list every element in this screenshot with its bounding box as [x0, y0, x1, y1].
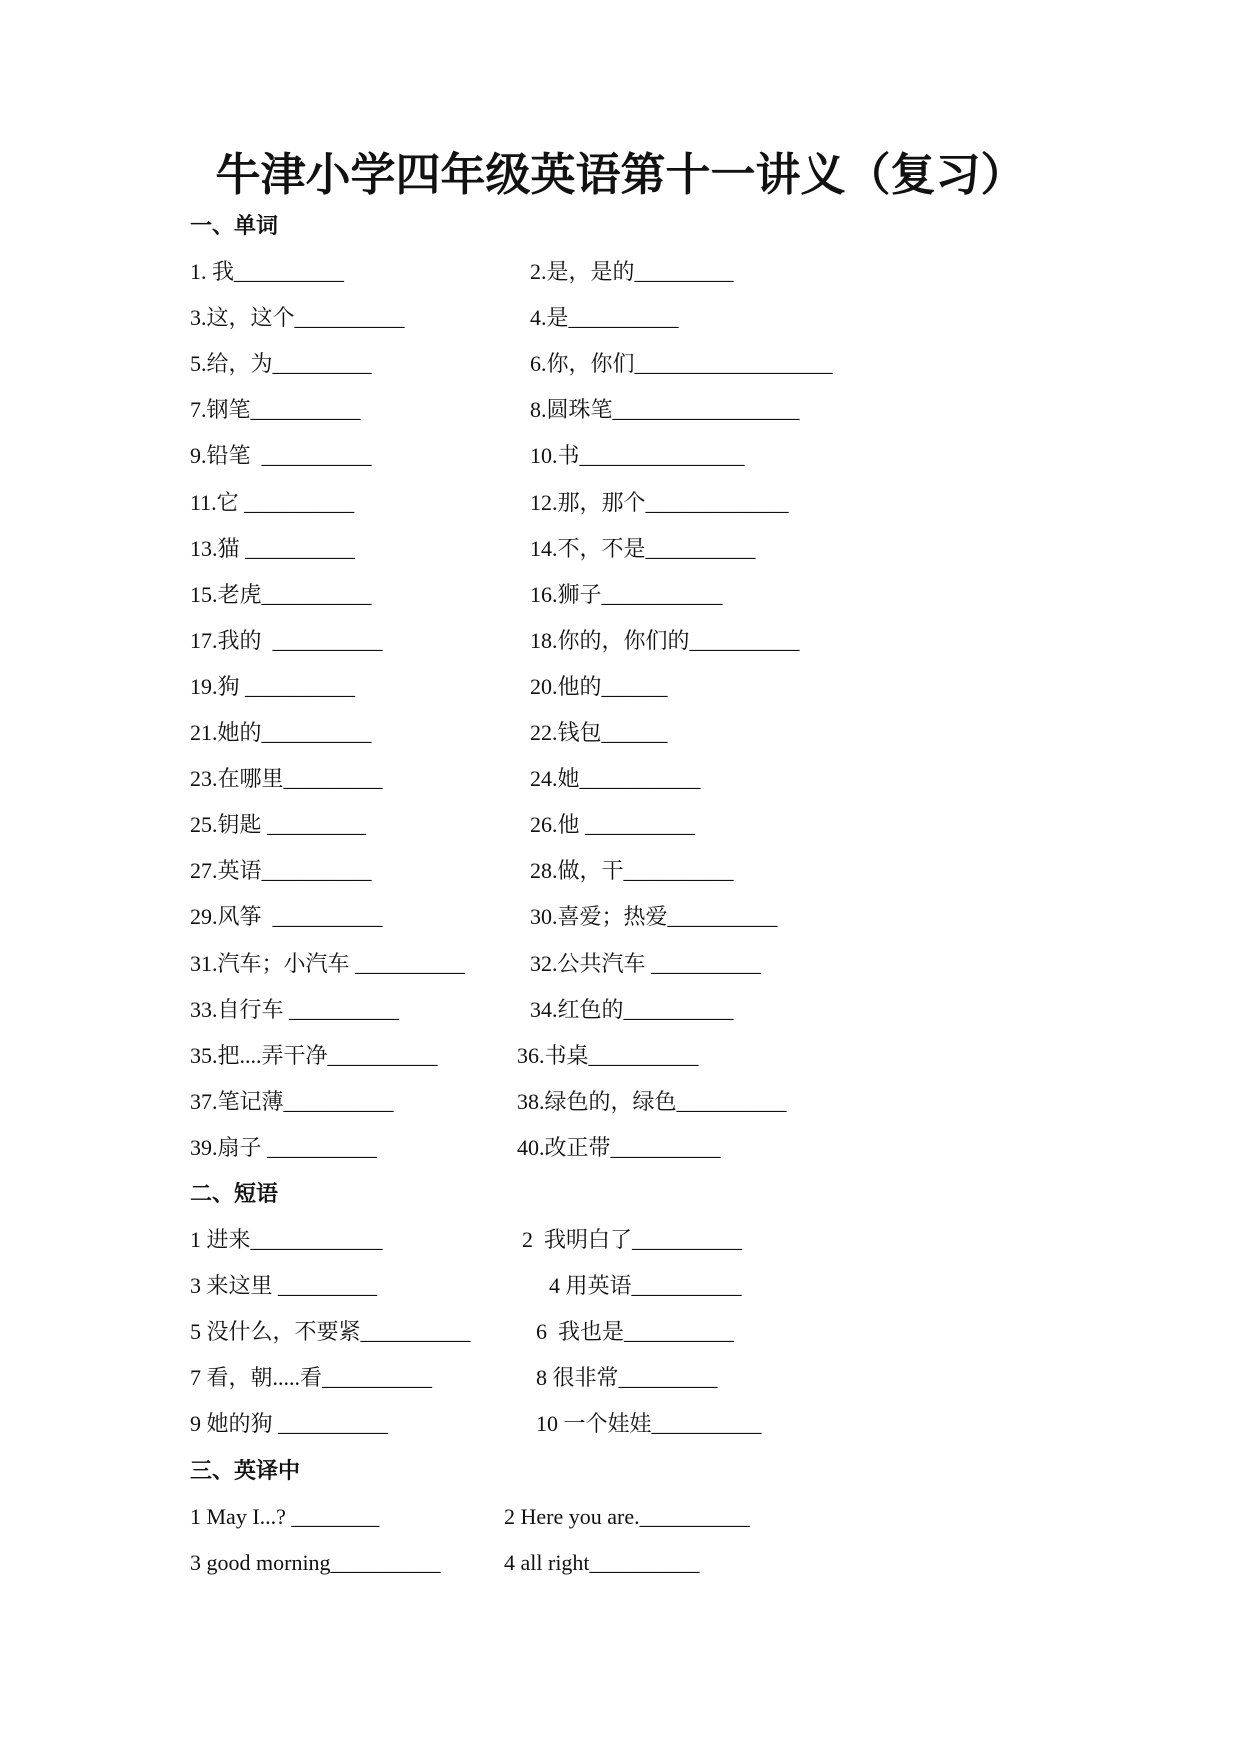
phrases-item: 7 看，朝.....看__________ — [190, 1365, 433, 1391]
vocabulary-item: 26.他 __________ — [530, 812, 696, 838]
vocabulary-row — [190, 710, 1140, 756]
vocabulary-item: 34.红色的__________ — [530, 996, 734, 1022]
translation-row — [190, 1540, 1140, 1586]
vocabulary-item: 14.不，不是__________ — [530, 535, 756, 561]
section-vocabulary — [190, 203, 1140, 1171]
worksheet-body — [190, 203, 1140, 1586]
vocabulary-item: 15.老虎__________ — [190, 581, 372, 607]
vocabulary-row — [190, 802, 1140, 848]
phrases-item: 3 来这里 _________ — [190, 1273, 378, 1299]
vocabulary-row — [190, 1125, 1140, 1171]
section-translation — [190, 1448, 1140, 1586]
vocabulary-row — [190, 894, 1140, 940]
vocabulary-item: 30.喜爱；热爱__________ — [530, 904, 778, 930]
phrases-row — [190, 1309, 1140, 1355]
phrases-item: 8 很非常_________ — [536, 1365, 718, 1391]
vocabulary-item: 31.汽车；小汽车 __________ — [190, 950, 466, 976]
vocabulary-row — [190, 756, 1140, 802]
vocabulary-row — [190, 572, 1140, 618]
phrases-row — [190, 1401, 1140, 1447]
vocabulary-item: 5.给，为_________ — [190, 351, 372, 377]
phrases-row — [190, 1263, 1140, 1309]
vocabulary-row — [190, 341, 1140, 387]
section-heading-vocabulary: 一、单词 — [190, 213, 279, 238]
vocabulary-row — [190, 664, 1140, 710]
translation-row — [190, 1494, 1140, 1540]
vocabulary-row — [190, 295, 1140, 341]
section-heading-phrases: 二、短语 — [190, 1180, 279, 1206]
vocabulary-item: 22.钱包______ — [530, 720, 668, 746]
vocabulary-item: 20.他的______ — [530, 673, 668, 699]
translation-item: 2 Here you are.__________ — [504, 1503, 750, 1529]
vocabulary-row — [190, 1079, 1140, 1125]
translation-list — [190, 1494, 1140, 1586]
vocabulary-item: 17.我的 __________ — [190, 627, 383, 653]
vocabulary-item: 29.风筝 __________ — [190, 904, 383, 930]
vocabulary-item: 10.书_______________ — [530, 443, 745, 469]
phrases-row — [190, 1355, 1140, 1401]
phrases-list — [190, 1217, 1140, 1447]
vocabulary-item: 35.把....弄干净__________ — [190, 1042, 438, 1068]
vocabulary-row — [190, 941, 1140, 987]
vocabulary-item: 39.扇子 __________ — [190, 1134, 378, 1160]
vocabulary-item: 24.她___________ — [530, 766, 701, 792]
vocabulary-row — [190, 987, 1140, 1033]
vocabulary-item: 9.铅笔 __________ — [190, 443, 372, 469]
vocabulary-item: 4.是__________ — [530, 305, 679, 331]
vocabulary-row — [190, 433, 1140, 479]
vocabulary-item: 27.英语__________ — [190, 858, 372, 884]
phrases-row — [190, 1217, 1140, 1263]
vocabulary-item: 23.在哪里_________ — [190, 766, 383, 792]
phrases-item: 6 我也是__________ — [536, 1319, 735, 1345]
phrases-item: 4 用英语__________ — [549, 1273, 742, 1299]
vocabulary-item: 37.笔记薄__________ — [190, 1088, 394, 1114]
phrases-item: 1 进来____________ — [190, 1227, 383, 1253]
vocabulary-item: 2.是，是的_________ — [530, 259, 734, 285]
translation-item: 1 May I...? ________ — [190, 1503, 380, 1529]
vocabulary-item: 16.狮子___________ — [530, 581, 723, 607]
vocabulary-item: 12.那，那个_____________ — [530, 489, 789, 515]
vocabulary-row — [190, 526, 1140, 572]
vocabulary-row — [190, 480, 1140, 526]
vocabulary-item: 32.公共汽车 __________ — [530, 950, 762, 976]
vocabulary-item: 11.它 __________ — [190, 489, 355, 515]
vocabulary-item: 38.绿色的，绿色__________ — [517, 1088, 787, 1114]
vocabulary-list — [190, 249, 1140, 1171]
vocabulary-item: 8.圆珠笔_________________ — [530, 397, 800, 423]
vocabulary-row — [190, 848, 1140, 894]
vocabulary-item: 1. 我__________ — [190, 259, 345, 285]
vocabulary-item: 40.改正带__________ — [517, 1134, 721, 1160]
translation-item: 4 all right__________ — [504, 1549, 700, 1575]
phrases-item: 5 没什么，不要紧__________ — [190, 1319, 471, 1345]
vocabulary-row — [190, 249, 1140, 295]
section-heading-translation: 三、英译中 — [190, 1457, 301, 1483]
phrases-item: 10 一个娃娃__________ — [536, 1411, 762, 1437]
vocabulary-item: 19.狗 __________ — [190, 673, 356, 699]
vocabulary-item: 25.钥匙 _________ — [190, 812, 367, 838]
vocabulary-item: 6.你，你们__________________ — [530, 351, 833, 377]
vocabulary-item: 21.她的__________ — [190, 720, 372, 746]
section-phrases — [190, 1171, 1140, 1448]
vocabulary-item: 33.自行车 __________ — [190, 996, 400, 1022]
vocabulary-item: 3.这，这个__________ — [190, 305, 405, 331]
phrases-item: 9 她的狗 __________ — [190, 1411, 389, 1437]
translation-item: 3 good morning__________ — [190, 1549, 441, 1575]
vocabulary-row — [190, 618, 1140, 664]
vocabulary-row — [190, 1033, 1140, 1079]
vocabulary-item: 28.做，干__________ — [530, 858, 734, 884]
vocabulary-item: 36.书桌__________ — [517, 1042, 699, 1068]
worksheet-title: 牛津小学四年级英语第十一讲义（复习） — [215, 150, 1026, 200]
vocabulary-item: 7.钢笔__________ — [190, 397, 361, 423]
phrases-item: 2 我明白了__________ — [522, 1227, 743, 1253]
vocabulary-item: 18.你的，你们的__________ — [530, 627, 800, 653]
vocabulary-item: 13.猫 __________ — [190, 535, 356, 561]
vocabulary-row — [190, 387, 1140, 433]
